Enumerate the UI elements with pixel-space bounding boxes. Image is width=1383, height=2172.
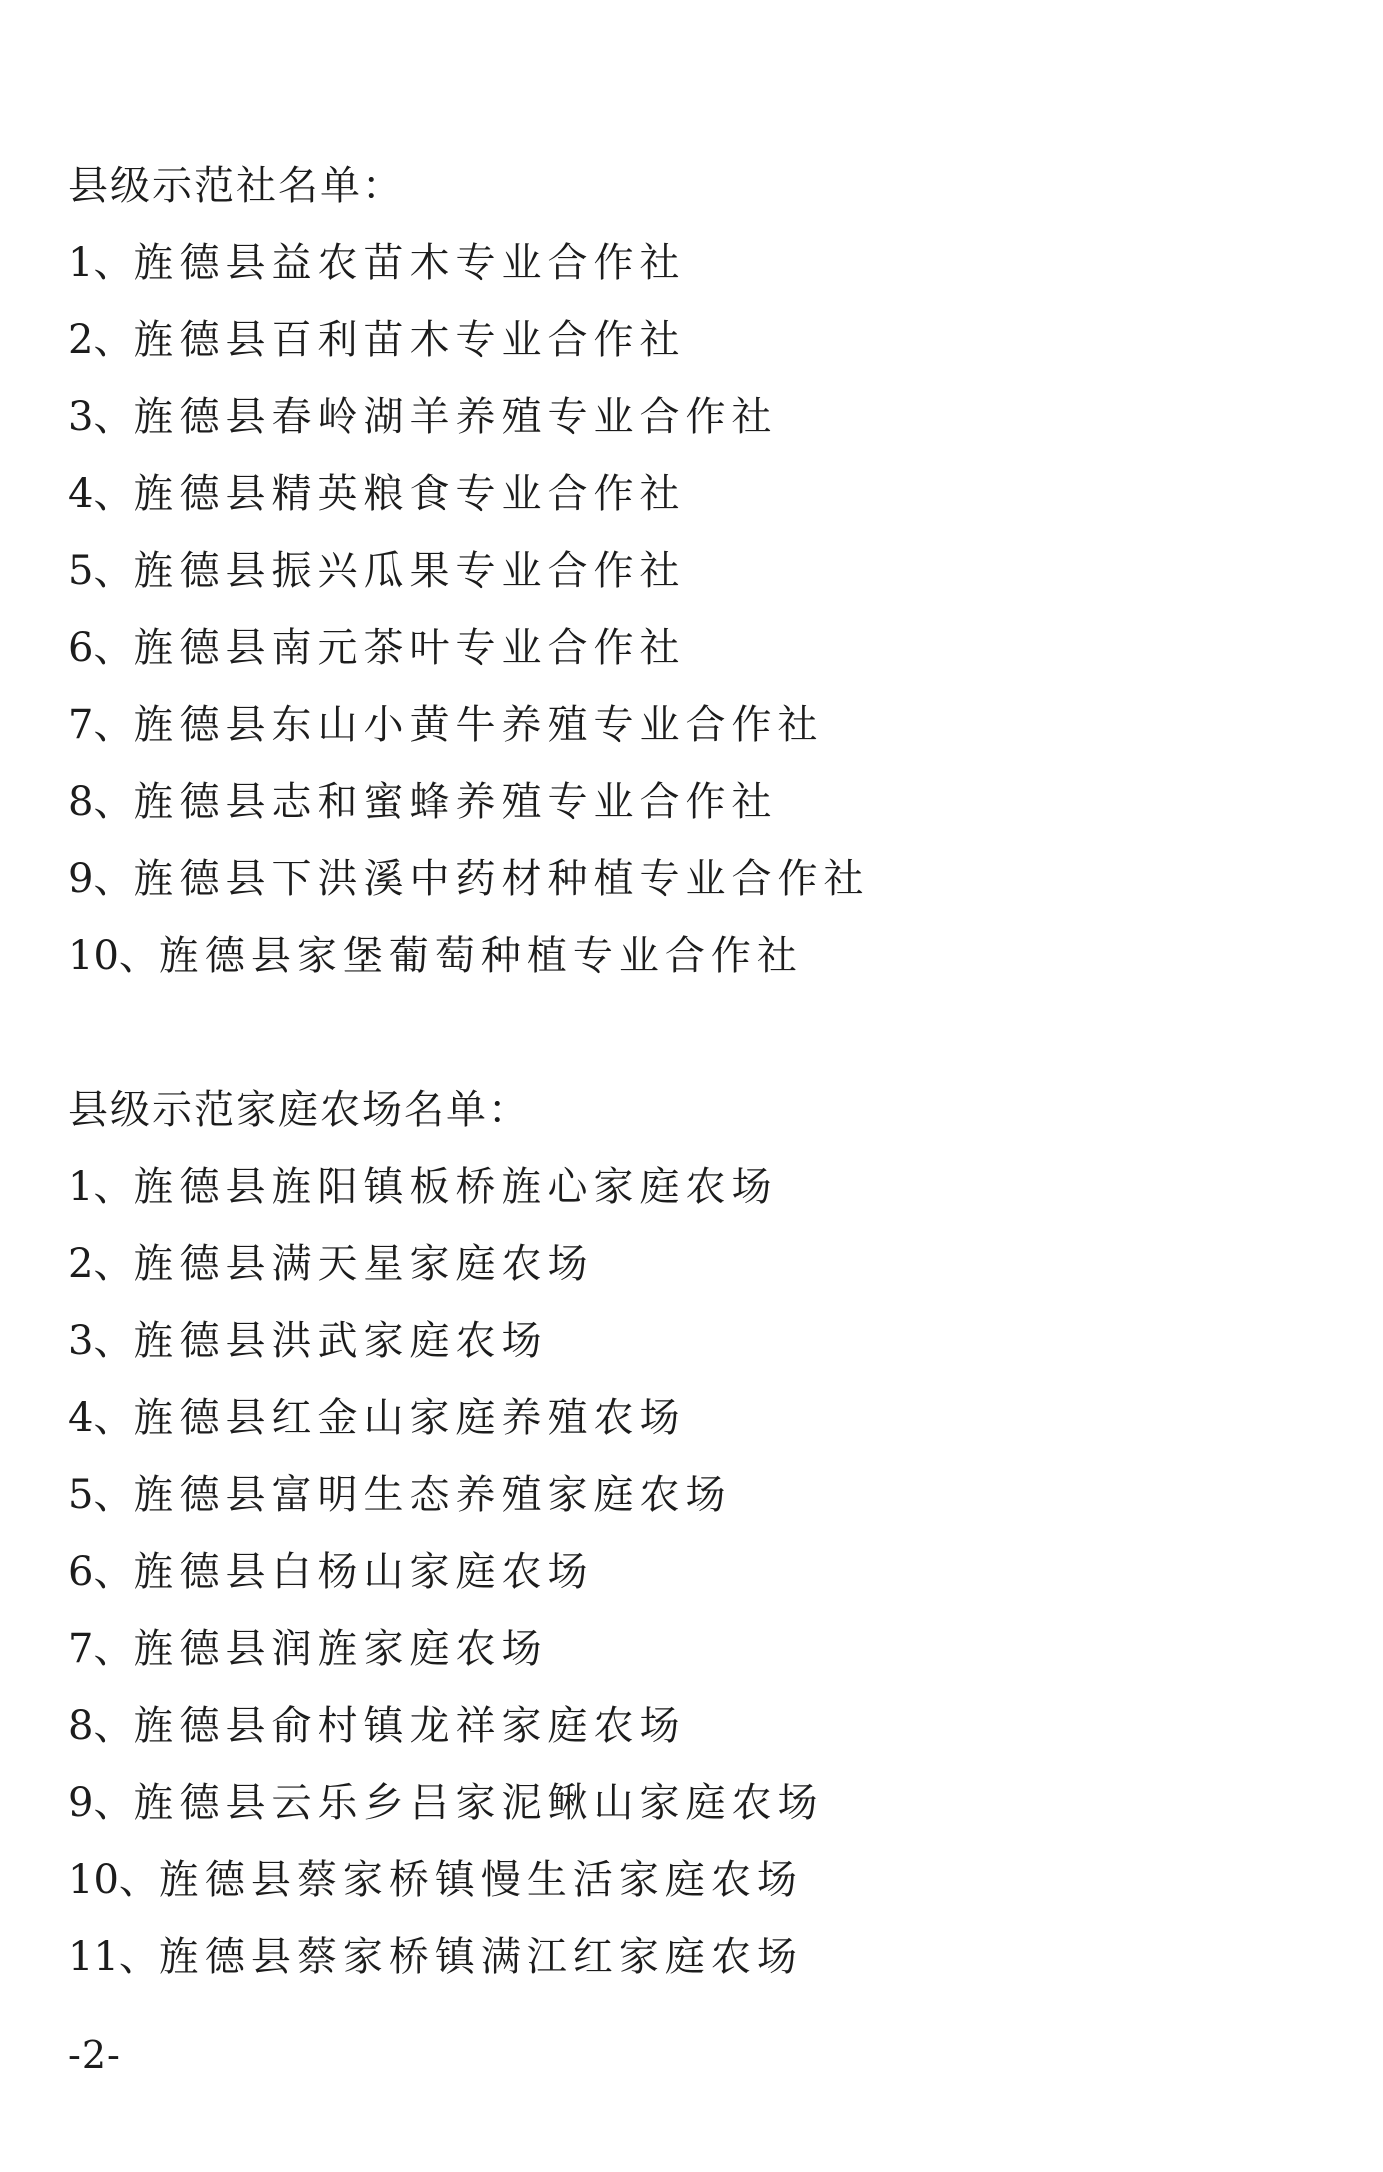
list-item xyxy=(68,1688,1308,1765)
item-name: 旌德县东山小黄牛养殖专业合作社 xyxy=(133,702,824,748)
item-name: 旌德县蔡家桥镇慢生活家庭农场 xyxy=(158,1857,803,1903)
list-item xyxy=(68,225,1308,302)
item-name: 旌德县富明生态养殖家庭农场 xyxy=(133,1472,732,1518)
list-item xyxy=(68,687,1308,764)
list-item xyxy=(68,1534,1308,1611)
list-item xyxy=(68,1149,1308,1226)
list-item xyxy=(68,841,1308,918)
list-item xyxy=(68,1457,1308,1534)
item-name: 旌德县春岭湖羊养殖专业合作社 xyxy=(133,394,778,440)
item-name: 旌德县白杨山家庭农场 xyxy=(133,1549,594,1595)
item-number: 6、 xyxy=(68,625,134,671)
item-number: 4、 xyxy=(68,1395,134,1441)
list-item xyxy=(68,533,1308,610)
item-name: 旌德县家堡葡萄种植专业合作社 xyxy=(158,933,803,979)
item-name: 旌德县洪武家庭农场 xyxy=(133,1318,548,1364)
item-name: 旌德县南元茶叶专业合作社 xyxy=(133,625,686,671)
item-number: 3、 xyxy=(68,1318,134,1364)
item-number: 8、 xyxy=(68,1703,134,1749)
item-number: 2、 xyxy=(68,317,134,363)
list-item xyxy=(68,610,1308,687)
list-item xyxy=(68,379,1308,456)
item-number: 4、 xyxy=(68,471,134,517)
coop-list xyxy=(68,225,1308,995)
item-number: 8、 xyxy=(68,779,134,825)
item-name: 旌德县润旌家庭农场 xyxy=(133,1626,548,1672)
item-name: 旌德县振兴瓜果专业合作社 xyxy=(133,548,686,594)
item-name: 旌德县满天星家庭农场 xyxy=(133,1241,594,1287)
coop-section-heading: 县级示范社名单： xyxy=(68,163,404,209)
item-number: 6、 xyxy=(68,1549,134,1595)
item-name: 旌德县旌阳镇板桥旌心家庭农场 xyxy=(133,1164,778,1210)
list-item xyxy=(68,1303,1308,1380)
list-item xyxy=(68,1765,1308,1842)
list-item xyxy=(68,456,1308,533)
item-number: 9、 xyxy=(68,1780,134,1826)
item-number: 10、 xyxy=(68,1857,159,1903)
item-number: 7、 xyxy=(68,1626,134,1672)
item-name: 旌德县红金山家庭养殖农场 xyxy=(133,1395,686,1441)
list-item xyxy=(68,1380,1308,1457)
list-item xyxy=(68,1226,1308,1303)
farm-section xyxy=(68,1072,1308,1996)
item-number: 11、 xyxy=(68,1934,159,1980)
list-item xyxy=(68,918,1308,995)
item-name: 旌德县蔡家桥镇满江红家庭农场 xyxy=(158,1934,803,1980)
list-item xyxy=(68,302,1308,379)
item-name: 旌德县精英粮食专业合作社 xyxy=(133,471,686,517)
list-item xyxy=(68,1842,1308,1919)
item-name: 旌德县志和蜜蜂养殖专业合作社 xyxy=(133,779,778,825)
item-number: 7、 xyxy=(68,702,134,748)
item-number: 10、 xyxy=(68,933,159,979)
item-number: 5、 xyxy=(68,548,134,594)
item-number: 5、 xyxy=(68,1472,134,1518)
item-number: 1、 xyxy=(68,240,134,286)
item-number: 9、 xyxy=(68,856,134,902)
coop-section xyxy=(68,148,1308,995)
item-name: 旌德县百利苗木专业合作社 xyxy=(133,317,686,363)
item-name: 旌德县云乐乡吕家泥鳅山家庭农场 xyxy=(133,1780,824,1826)
farm-section-heading: 县级示范家庭农场名单： xyxy=(68,1087,530,1133)
item-name: 旌德县俞村镇龙祥家庭农场 xyxy=(133,1703,686,1749)
item-name: 旌德县下洪溪中药材种植专业合作社 xyxy=(133,856,870,902)
page-number: -2- xyxy=(68,2033,121,2077)
item-number: 3、 xyxy=(68,394,134,440)
farm-list xyxy=(68,1149,1308,1996)
item-number: 1、 xyxy=(68,1164,134,1210)
list-item xyxy=(68,764,1308,841)
list-item xyxy=(68,1611,1308,1688)
list-item xyxy=(68,1919,1308,1996)
item-number: 2、 xyxy=(68,1241,134,1287)
item-name: 旌德县益农苗木专业合作社 xyxy=(133,240,686,286)
